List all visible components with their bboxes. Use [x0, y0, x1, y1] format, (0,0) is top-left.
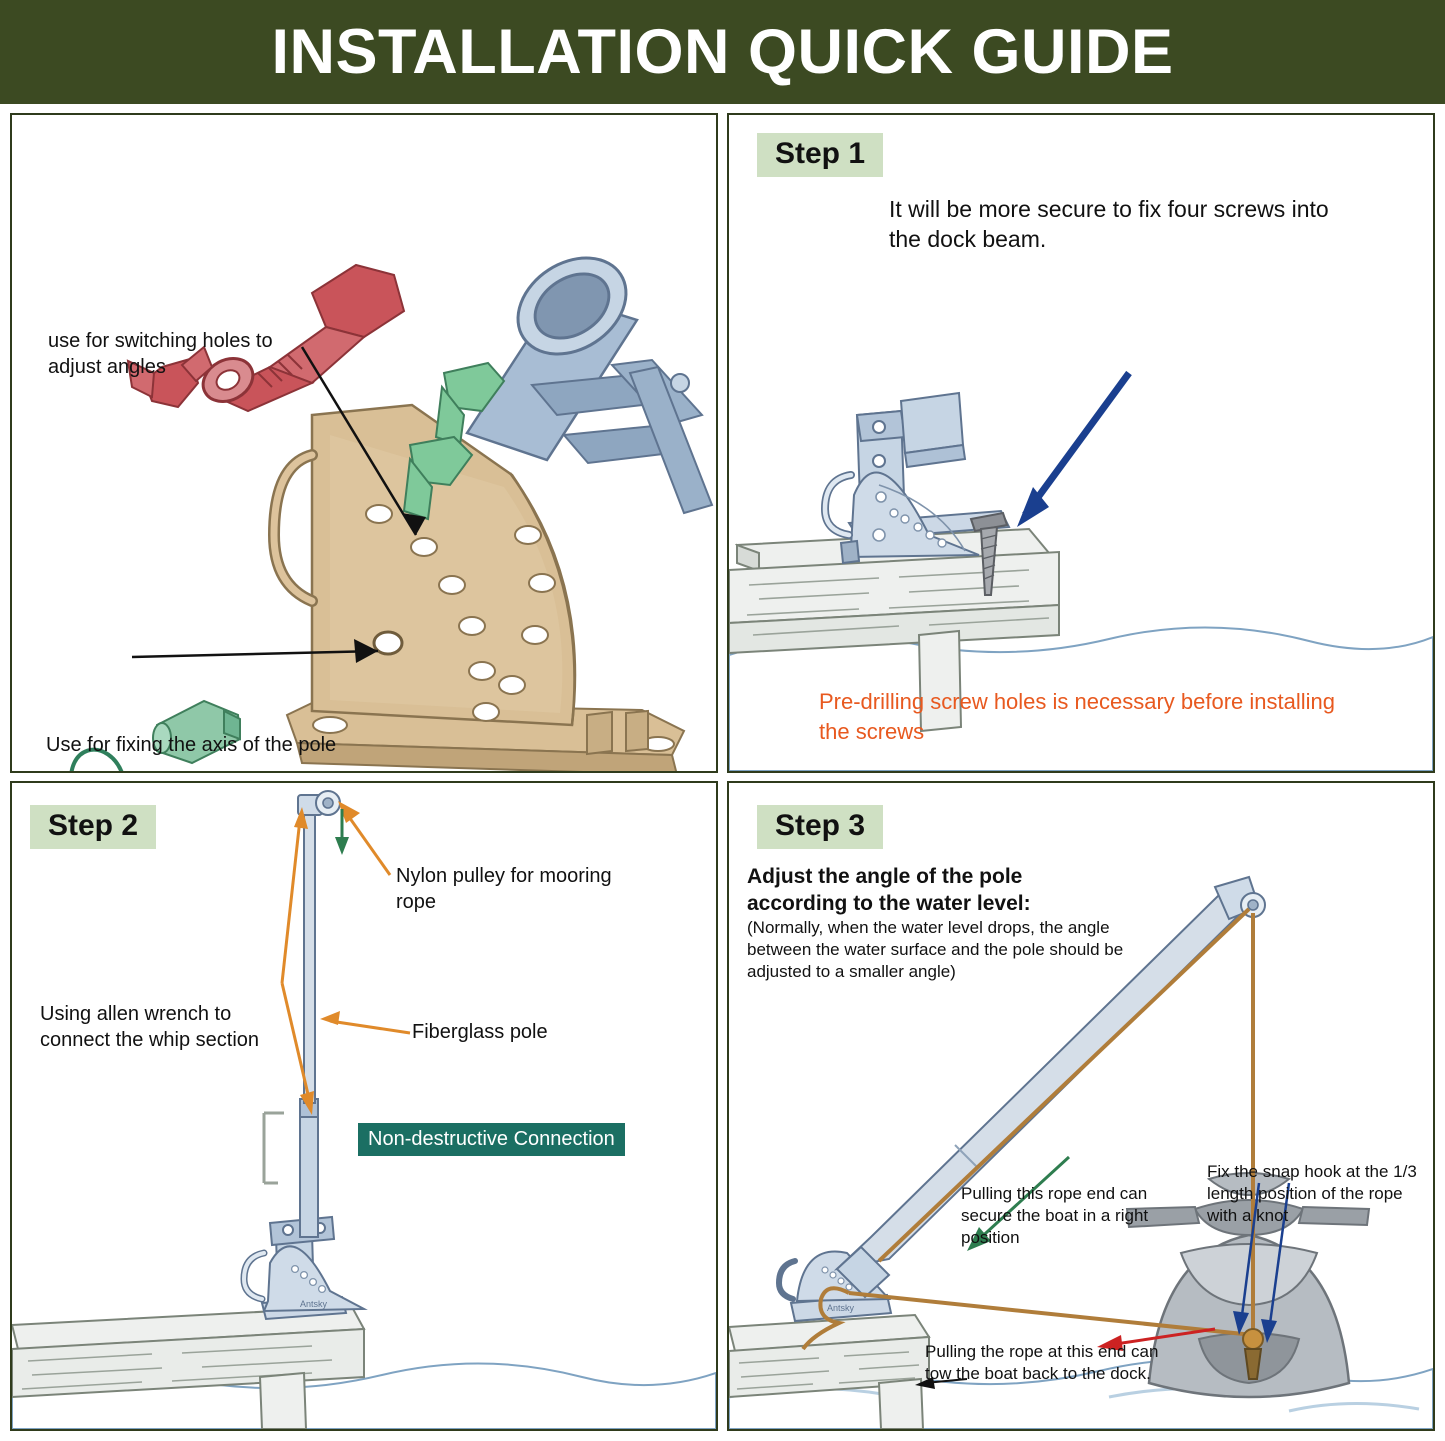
parts-exploded-panel	[10, 113, 718, 773]
page-header	[0, 0, 1445, 104]
step3-badge: Step 3	[757, 805, 883, 849]
callout-fix-axis: Use for fixing the axis of the pole	[46, 734, 337, 756]
screw-arrow	[1017, 373, 1129, 527]
callout-step3-heading: Adjust the angle of the pole according to the water level:	[747, 865, 1031, 916]
step2-panel	[10, 781, 718, 1431]
callout-fiberglass-pole: Fiberglass pole	[412, 1021, 548, 1043]
allen-wrench-illustration	[264, 1113, 284, 1183]
callout-four-screws: It will be more secure to fix four screws into the dock beam.	[889, 196, 1329, 252]
page-title: INSTALLATION QUICK GUIDE	[271, 16, 1174, 87]
callout-step3-note: (Normally, when the water level drops, the angle between the water surface and the pole should be adjusted to a smaller angle)	[747, 918, 1124, 982]
callout-switch-holes: use for switching holes to adjust angles	[48, 330, 273, 378]
brand-mark-step3: Antsky	[827, 1303, 855, 1313]
callout-pre-drill-warning: Pre-drilling screw holes is necessary before installing the screws	[819, 689, 1336, 744]
step3-panel	[727, 781, 1435, 1431]
step1-badge: Step 1	[757, 133, 883, 177]
callout-tow-boat: Pulling the rope at this end can tow the boat back to the dock.	[925, 1342, 1159, 1384]
callout-nylon-pulley: Nylon pulley for mooring rope	[396, 865, 612, 913]
callout-secure-boat: Pulling this rope end can secure the boat in a right position	[961, 1184, 1149, 1248]
callout-allen-wrench: Using allen wrench to connect the whip section	[40, 1003, 260, 1051]
step1-panel	[727, 113, 1435, 773]
hook-body	[1245, 1349, 1261, 1379]
parts-diagram	[12, 115, 716, 771]
tag-non-destructive-connection: Non-destructive Connection	[358, 1123, 625, 1156]
brand-mark-step2: Antsky	[300, 1299, 328, 1309]
step2-arrows	[282, 801, 410, 1115]
snap-hook-icon	[1243, 1329, 1263, 1349]
step2-badge: Step 2	[30, 805, 156, 849]
callout-snap-hook: Fix the snap hook at the 1/3 length position of the rope with a knot	[1207, 1162, 1417, 1226]
